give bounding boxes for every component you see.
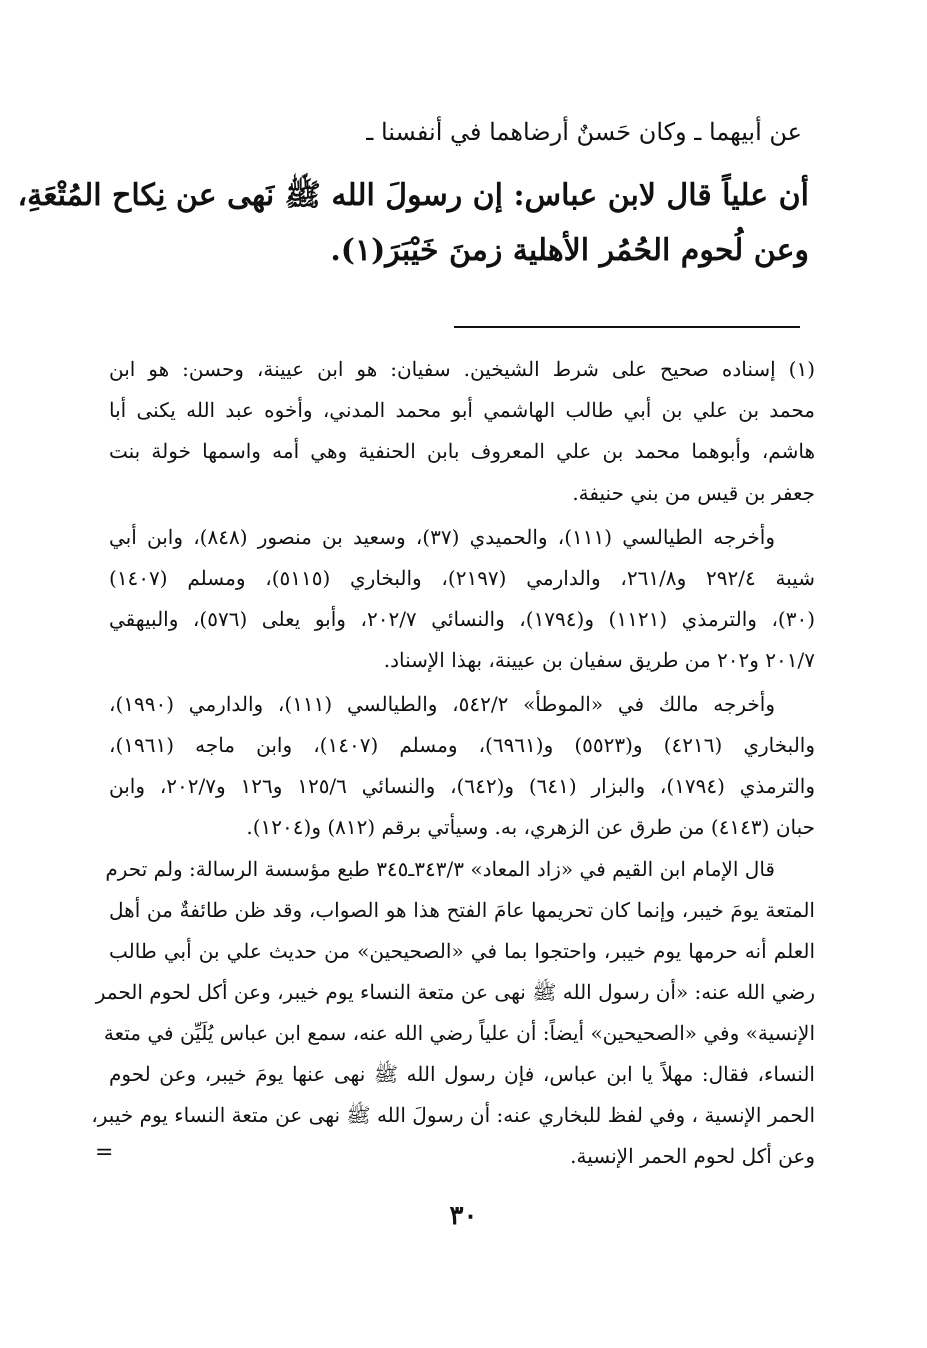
footnote-line: محمد بن علي بن أبي طالب الهاشمي أبو محمد المدني، وأخوه عبد الله يكنى أبا bbox=[109, 398, 815, 422]
footnote-line: الحمر الإنسية ، وفي لفظ للبخاري عنه: أن رسولَ الله ﷺ نهى عن متعة النساء يوم خيبر، bbox=[91, 1103, 815, 1127]
footnote-line: (١) إسناده صحيح على شرط الشيخين. سفيان: هو ابن عيينة، وحسن: هو ابن bbox=[109, 357, 815, 381]
hadith-text-line-1: أن علياً قال لابن عباس: إن رسولَ الله ﷺ نَهى عن نِكاح المُتْعَةِ، bbox=[17, 178, 809, 213]
footnote-separator bbox=[454, 326, 800, 328]
footnote-line: وعن أكل لحوم الحمر الإنسية. bbox=[570, 1144, 815, 1168]
footnote-line: والترمذي (١٧٩٤)، والبزار (٦٤١) و(٦٤٢)، والنسائي ١٢٥/٦ و١٢٦ و٢٠٢/٧، وابن bbox=[109, 774, 816, 798]
footnote-line: رضي الله عنه: «أن رسول الله ﷺ نهى عن متعة النساء يوم خيبر، وعن أكل لحوم الحمر bbox=[95, 980, 815, 1004]
footnote-line: (٣٠)، والترمذي (١١٢١) و(١٧٩٤)، والنسائي ٢٠٢/٧، وأبو يعلى (٥٧٦)، والبيهقي bbox=[109, 607, 816, 631]
footnote-line: حبان (٤١٤٣) من طرق عن الزهري، به. وسيأتي برقم (٨١٢) و(١٢٠٤). bbox=[246, 815, 815, 839]
footnote-line: هاشم، وأبوهما محمد بن علي المعروف بابن الحنفية وهي أمه واسمها خولة بنت bbox=[109, 439, 815, 463]
footnote-line: والبخاري (٤٢١٦) و(٥٥٢٣) و(٦٩٦١)، ومسلم (١٤٠٧)، وابن ماجه (١٩٦١)، bbox=[109, 733, 816, 757]
footnote-line: ٢٠١/٧ و٢٠٢ من طريق سفيان بن عيينة، بهذا الإسناد. bbox=[383, 648, 815, 672]
intro-line: عن أبيهما ـ وكان حَسنٌ أرضاهما في أنفسنا ـ bbox=[366, 118, 802, 146]
page-number: ٣٠ bbox=[449, 1201, 478, 1231]
footnote-line: وأخرجه مالك في «الموطأ» ٥٤٢/٢، والطيالسي (١١١)، والدارمي (١٩٩٠)، bbox=[109, 692, 775, 716]
footnote-line: شيبة ٢٩٢/٤ و٢٦١/٨، والدارمي (٢١٩٧)، والبخاري (٥١١٥)، ومسلم (١٤٠٧) bbox=[109, 566, 816, 590]
continuation-mark: = bbox=[95, 1140, 114, 1165]
footnote-line: الإنسية» وفي «الصحيحين» أيضاً: أن علياً رضي الله عنه، سمع ابن عباس يُلَيِّن في متعة bbox=[103, 1021, 815, 1045]
footnote-line: المتعة يومَ خيبر، وإنما كان تحريمها عامَ الفتح هذا هو الصواب، وقد ظن طائفةٌ من أهل bbox=[109, 898, 815, 922]
footnote-line: وأخرجه الطيالسي (١١١)، والحميدي (٣٧)، وسعيد بن منصور (٨٤٨)، وابن أبي bbox=[109, 525, 775, 549]
footnote-line: جعفر بن قيس من بني حنيفة. bbox=[572, 481, 815, 505]
footnote-line: العلم أنه حرمها يوم خيبر، واحتجوا بما في «الصحيحين» من حديث علي بن أبي طالب bbox=[109, 939, 815, 963]
footnote-line: النساء، فقال: مهلاً يا ابن عباس، فإن رسول الله ﷺ نهى عنها يومَ خيبر، وعن لحوم bbox=[109, 1062, 815, 1086]
hadith-text-line-2: وعن لُحوم الحُمُر الأهلية زمنَ خَيْبَرَ(١). bbox=[330, 233, 809, 268]
footnote-line: قال الإمام ابن القيم في «زاد المعاد» ٣٤٣/٣ـ٣٤٥ طبع مؤسسة الرسالة: ولم تحرم bbox=[105, 857, 775, 881]
